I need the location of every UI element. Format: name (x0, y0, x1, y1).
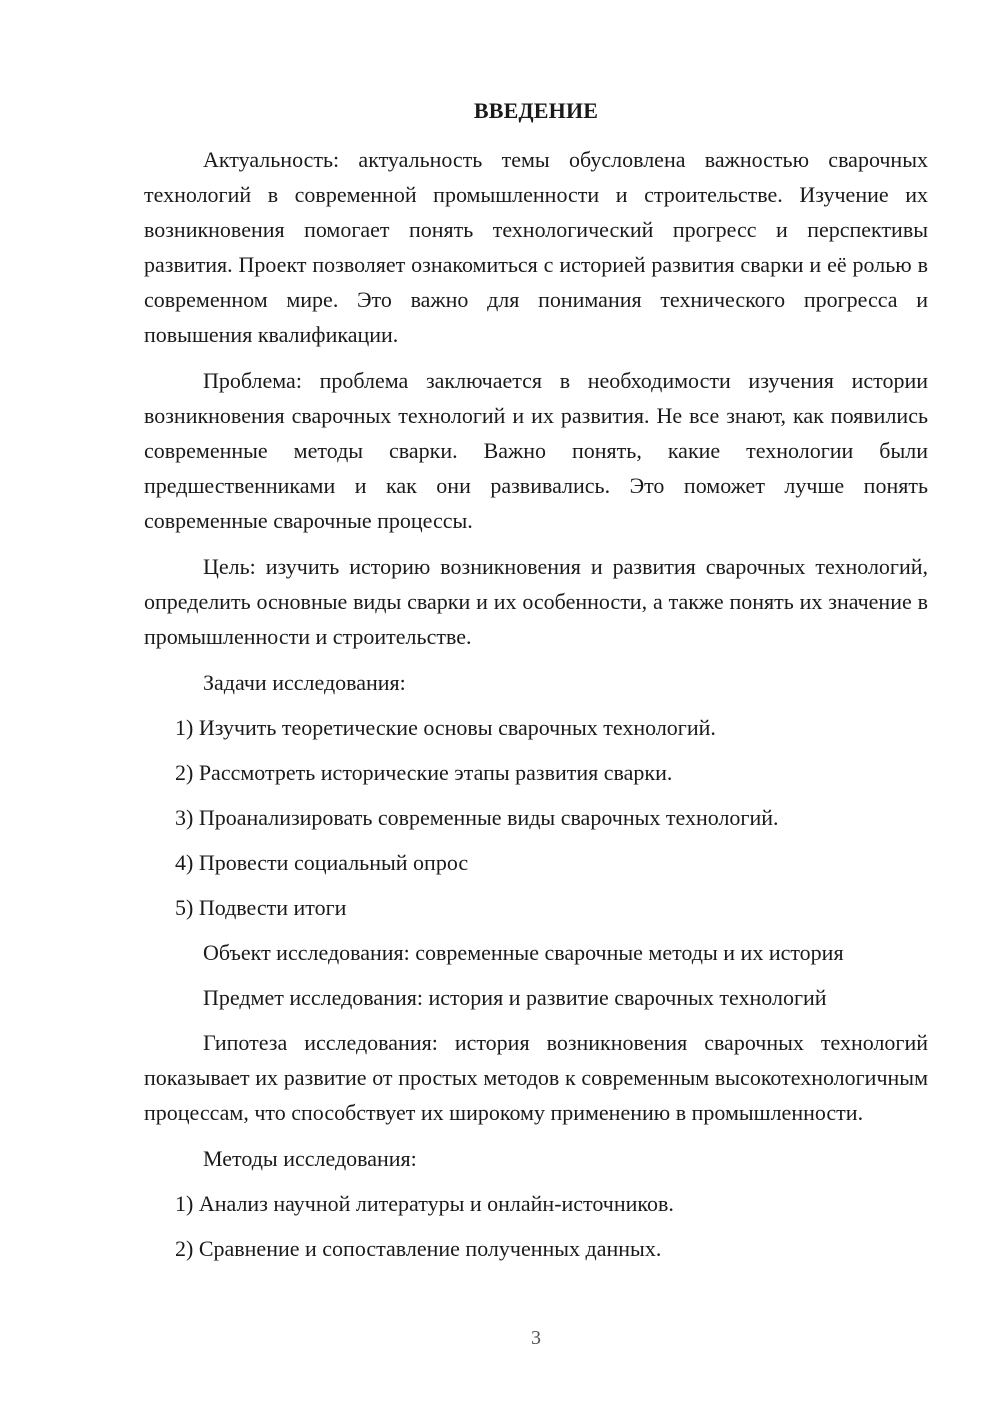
page-number: 3 (531, 1327, 541, 1349)
section-heading: ВВЕДЕНИЕ (473, 98, 599, 123)
document-body (144, 142, 928, 1276)
task-item: 4) Провести социальный опрос (175, 850, 469, 875)
goal-paragraph: Цель: изучить историю возникновения и развития сварочных технологий, определить основные виды сварки и их особенности, а также понять их значение в промышленности и строительстве. (144, 554, 928, 649)
task-item: 1) Изучить теоретические основы сварочных технологий. (175, 715, 716, 740)
method-item: 1) Анализ научной литературы и онлайн-источников. (175, 1191, 674, 1216)
task-item: 5) Подвести итоги (175, 895, 347, 920)
problem-paragraph: Проблема: проблема заключается в необходимости изучения истории возникновения сварочных технологий и их развития. Не все знают, как появились современные методы сварки. Важно понять, какие технологии были предшественниками и как они развивались. Это поможет лучше понять современные сварочные процессы. (144, 368, 928, 533)
relevance-paragraph: Актуальность: актуальность темы обусловлена важностью сварочных технологий в современной промышленности и строительстве. Изучение их возникновения помогает понять технологический прогресс и перспективы развития. Проект позволяет ознакомиться с историей развития сварки и её ролью в современном мире. Это важно для понимания технического прогресса и повышения квалификации. (144, 147, 928, 347)
task-item: 2) Рассмотреть исторические этапы развития сварки. (175, 760, 673, 785)
hypothesis-paragraph: Гипотеза исследования: история возникновения сварочных технологий показывает их развитие от простых методов к современным высокотехнологичным процессам, что способствует их широкому применению в промышленности. (144, 1030, 928, 1125)
methods-label: Методы исследования: (203, 1146, 417, 1171)
task-item: 3) Проанализировать современные виды сварочных технологий. (175, 805, 779, 830)
research-object: Объект исследования: современные сварочные методы и их история (203, 940, 844, 965)
method-item: 2) Сравнение и сопоставление полученных данных. (175, 1236, 662, 1261)
research-subject: Предмет исследования: история и развитие сварочных технологий (203, 985, 827, 1010)
tasks-label: Задачи исследования: (203, 670, 406, 695)
